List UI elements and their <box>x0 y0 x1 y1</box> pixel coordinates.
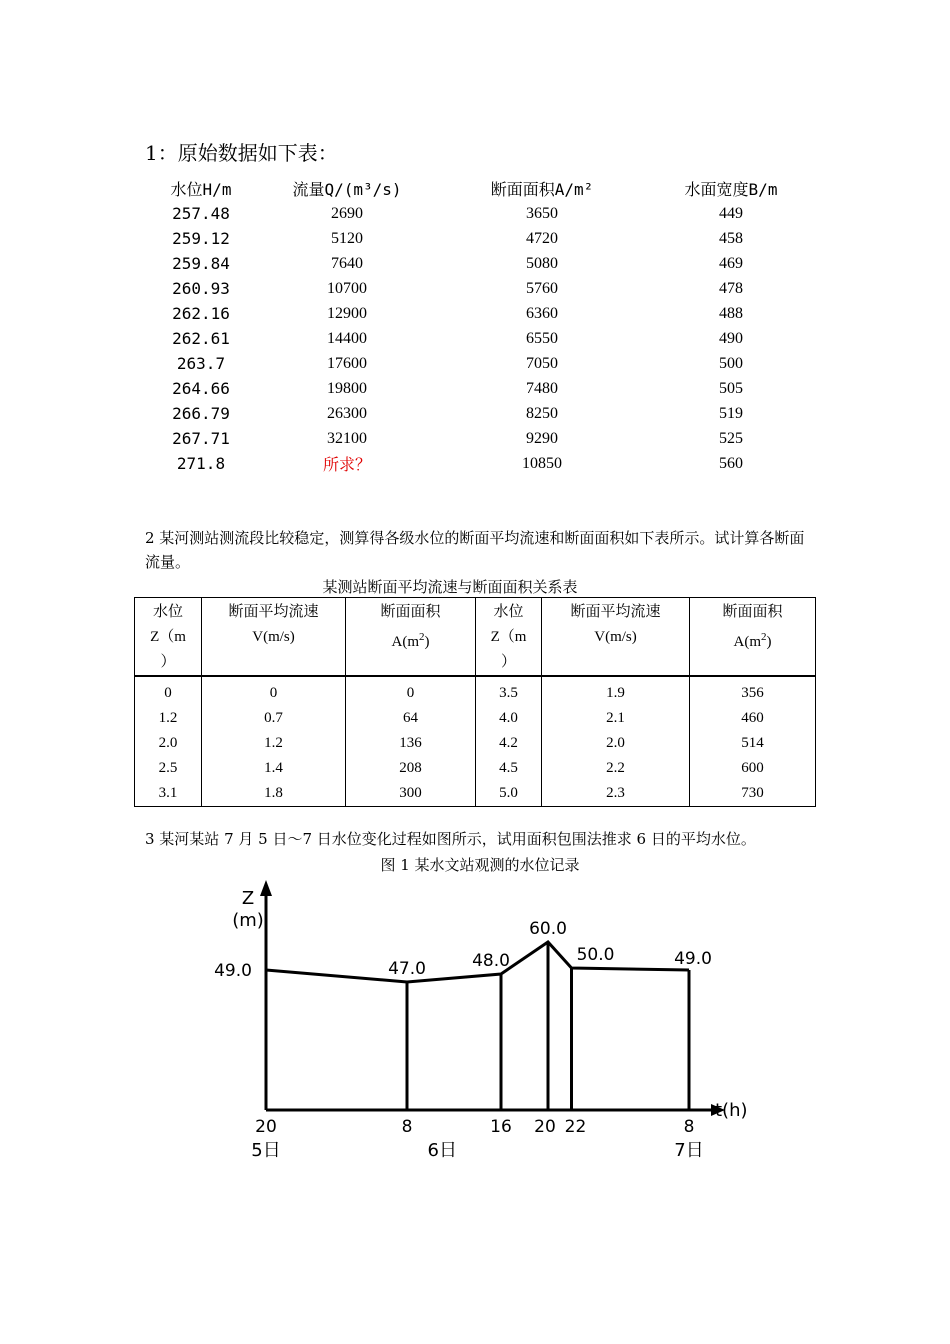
day-label: 6日 <box>427 1140 457 1161</box>
q1-table-row <box>145 226 815 251</box>
q2-header-text: 水位 <box>152 604 183 620</box>
q1-table-cell: 500 <box>719 354 743 372</box>
q1-table-cell: 449 <box>719 204 743 222</box>
q2-header-text <box>346 625 475 655</box>
q2-table <box>134 597 816 807</box>
tick-label: 22 <box>564 1117 587 1137</box>
q1-table-cell: 26300 <box>327 404 367 422</box>
q1-table-cell: 257.48 <box>172 204 230 223</box>
q1-table-row <box>145 351 815 376</box>
q1-table-cell: 8250 <box>526 404 558 422</box>
q1-heading: 1：原始数据如下表： <box>145 141 338 165</box>
q1-table-cell: 505 <box>719 379 743 397</box>
q1-table-cell: 17600 <box>327 354 367 372</box>
q1-table-cell: 32100 <box>327 429 367 447</box>
q2-header-z <box>135 598 202 677</box>
q2-table-cell: 2.3 <box>542 781 690 807</box>
q2-table-cell: 0 <box>202 676 346 706</box>
q2-header-text: 断面面积 <box>722 604 783 620</box>
q1-table-cell: 519 <box>719 404 743 422</box>
point-value-label: 49.0 <box>674 949 712 969</box>
day-label: 5日 <box>251 1140 281 1161</box>
q2-table-cell: 730 <box>690 781 816 807</box>
q2-header-a-prefix: A(m <box>733 634 761 650</box>
q2-header-text: 断面平均流速 <box>228 604 319 620</box>
q1-table-body <box>145 201 815 476</box>
q1-table-cell: 9290 <box>526 429 558 447</box>
q2-table-row <box>135 756 816 781</box>
tick-label: 16 <box>490 1117 512 1137</box>
q2-header-text: ） <box>500 654 516 670</box>
q1-header-row <box>145 176 815 201</box>
q1-table-cell: 7640 <box>331 254 363 272</box>
q1-table-cell: 14400 <box>327 329 367 347</box>
q2-table-cell: 1.9 <box>542 676 690 706</box>
q1-table-cell: 4720 <box>526 229 558 247</box>
q2-table-cell: 460 <box>690 706 816 731</box>
q2-header-text: Z（m <box>490 629 527 645</box>
y-axis-arrow <box>260 880 272 896</box>
q2-table-row <box>135 706 816 731</box>
point-value-label: 60.0 <box>529 919 567 939</box>
q2-table-cell: 300 <box>346 781 476 807</box>
q2-table-body <box>135 676 816 807</box>
q1-table-cell: 267.71 <box>172 429 230 448</box>
q1-table-cell: 10700 <box>327 279 367 297</box>
q2-table-cell: 600 <box>690 756 816 781</box>
q2-table-cell: 3.1 <box>135 781 202 807</box>
q2-table-cell: 0 <box>346 676 476 706</box>
q1-table-row <box>145 376 815 401</box>
q2-header-a-sup: 2 <box>761 631 767 643</box>
q2-header-a <box>346 598 476 677</box>
q1-table-cell: 260.93 <box>172 279 230 298</box>
q1-table-cell: 7050 <box>526 354 558 372</box>
q1-table-cell: 262.16 <box>172 304 230 323</box>
tick-label: 20 <box>534 1117 556 1137</box>
q2-header-a-suffix: ) <box>424 634 430 650</box>
q2-table-cell: 356 <box>690 676 816 706</box>
q1-table-cell: 5760 <box>526 279 558 297</box>
q1-table-cell: 488 <box>719 304 743 322</box>
x-axis-label: t(h) <box>715 1100 748 1121</box>
q2-header-text: 断面面积 <box>380 604 441 620</box>
q1-table-cell: 259.12 <box>172 229 230 248</box>
tick-label: 8 <box>683 1117 695 1137</box>
q1-table-cell: 所求？ <box>322 455 371 474</box>
q2-table-cell: 2.0 <box>135 731 202 756</box>
q2-table-row <box>135 731 816 756</box>
q1-table-cell: 469 <box>719 254 743 272</box>
q1-table-cell: 5120 <box>331 229 363 247</box>
q2-table-cell: 0 <box>135 676 202 706</box>
q1-table-row <box>145 276 815 301</box>
q2-table-cell: 136 <box>346 731 476 756</box>
q2-table-cell: 64 <box>346 706 476 731</box>
q2-header-row <box>135 598 816 677</box>
q1-table-cell: 263.7 <box>176 354 226 373</box>
q2-table-cell: 2.2 <box>542 756 690 781</box>
q2-header-a <box>690 598 816 677</box>
q2-header-text: Z（m <box>150 629 186 645</box>
q1-table-row <box>145 451 815 476</box>
q2-table-cell: 4.0 <box>476 706 542 731</box>
q1-table-row <box>145 401 815 426</box>
q1-table-cell: 10850 <box>522 454 562 472</box>
y-axis-label: Z <box>241 888 255 909</box>
q1-header-cell: 水位H/m <box>170 180 232 199</box>
point-value-label: 47.0 <box>388 959 426 979</box>
day-label: 7日 <box>674 1140 704 1161</box>
q2-text: 2 某河测站测流段比较稳定，测算得各级水位的断面平均流速和断面面积如下表所示。试计算各断面流量。 <box>145 529 805 571</box>
q2-header-a-sup: 2 <box>419 631 425 643</box>
q2-header-text <box>690 625 815 655</box>
q2-table-cell: 4.5 <box>476 756 542 781</box>
q1-table-row <box>145 426 815 451</box>
q3-caption: 图 1 某水文站观测的水位记录 <box>380 856 580 874</box>
q1-table-cell: 264.66 <box>172 379 230 398</box>
q1-table-cell: 12900 <box>327 304 367 322</box>
q1-table-cell: 560 <box>719 454 743 472</box>
q1-table-cell: 6550 <box>526 329 558 347</box>
q1-table-cell: 271.8 <box>176 454 226 473</box>
q2-header-a-prefix: A(m <box>391 634 419 650</box>
q1-header-cell: 水面宽度B/m <box>684 180 778 199</box>
q2-header-text: 水位 <box>493 604 524 620</box>
q1-table-row <box>145 326 815 351</box>
q1-table-cell: 19800 <box>327 379 367 397</box>
q2-table-cell: 5.0 <box>476 781 542 807</box>
q2-header-v <box>202 598 346 677</box>
q2-table-cell: 0.7 <box>202 706 346 731</box>
q1-table <box>145 176 815 476</box>
q2-table-cell: 2.0 <box>542 731 690 756</box>
q2-header-text: V(m/s) <box>252 629 295 645</box>
q1-table-cell: 7480 <box>526 379 558 397</box>
q1-table-cell: 259.84 <box>172 254 230 273</box>
q2-header-a-suffix: ) <box>766 634 772 650</box>
q2-table-cell: 1.2 <box>202 731 346 756</box>
q2-header-text: ） <box>160 654 176 670</box>
q2-header-text: 断面平均流速 <box>570 604 661 620</box>
q2-table-cell: 1.4 <box>202 756 346 781</box>
q1-table-cell: 525 <box>719 429 743 447</box>
q2-table-cell: 514 <box>690 731 816 756</box>
q1-table-cell: 266.79 <box>172 404 230 423</box>
q1-table-cell: 5080 <box>526 254 558 272</box>
q2-table-cell: 4.2 <box>476 731 542 756</box>
q2-table-cell: 2.5 <box>135 756 202 781</box>
q2-header-z <box>476 598 542 677</box>
q2-header-text: V(m/s) <box>594 629 637 645</box>
q1-table-row <box>145 301 815 326</box>
q2-header-v <box>542 598 690 677</box>
tick-label: 20 <box>255 1117 277 1137</box>
q1-table-cell: 490 <box>719 329 743 347</box>
water-level-chart <box>195 870 775 1170</box>
q2-table-row <box>135 676 816 706</box>
q1-header-cell: 流量Q/(m³/s) <box>292 180 402 199</box>
q2-caption: 某测站断面平均流速与断面面积关系表 <box>322 578 578 596</box>
point-value-label: 49.0 <box>214 961 252 981</box>
q1-table-row <box>145 201 815 226</box>
q2-table-row <box>135 781 816 807</box>
q1-table-cell: 458 <box>719 229 743 247</box>
q1-table-cell: 6360 <box>526 304 558 322</box>
q3-text: 3 某河某站 7 月 5 日～7 日水位变化过程如图所示，试用面积包围法推求 6 日的平均水位。 <box>145 830 756 848</box>
q1-header-cell: 断面面积A/m² <box>490 180 594 199</box>
q1-table-cell: 3650 <box>526 204 558 222</box>
point-value-label: 48.0 <box>472 951 510 971</box>
q1-table-row <box>145 251 815 276</box>
q1-table-cell: 478 <box>719 279 743 297</box>
point-value-label: 50.0 <box>576 945 615 965</box>
q1-table-cell: 2690 <box>331 204 363 222</box>
q2-table-cell: 208 <box>346 756 476 781</box>
y-axis-label: (m) <box>232 910 264 931</box>
q2-table-cell: 1.8 <box>202 781 346 807</box>
q2-table-cell: 1.2 <box>135 706 202 731</box>
q2-table-cell: 3.5 <box>476 676 542 706</box>
q1-table-cell: 262.61 <box>172 329 230 348</box>
tick-label: 8 <box>401 1117 413 1137</box>
q2-table-cell: 2.1 <box>542 706 690 731</box>
